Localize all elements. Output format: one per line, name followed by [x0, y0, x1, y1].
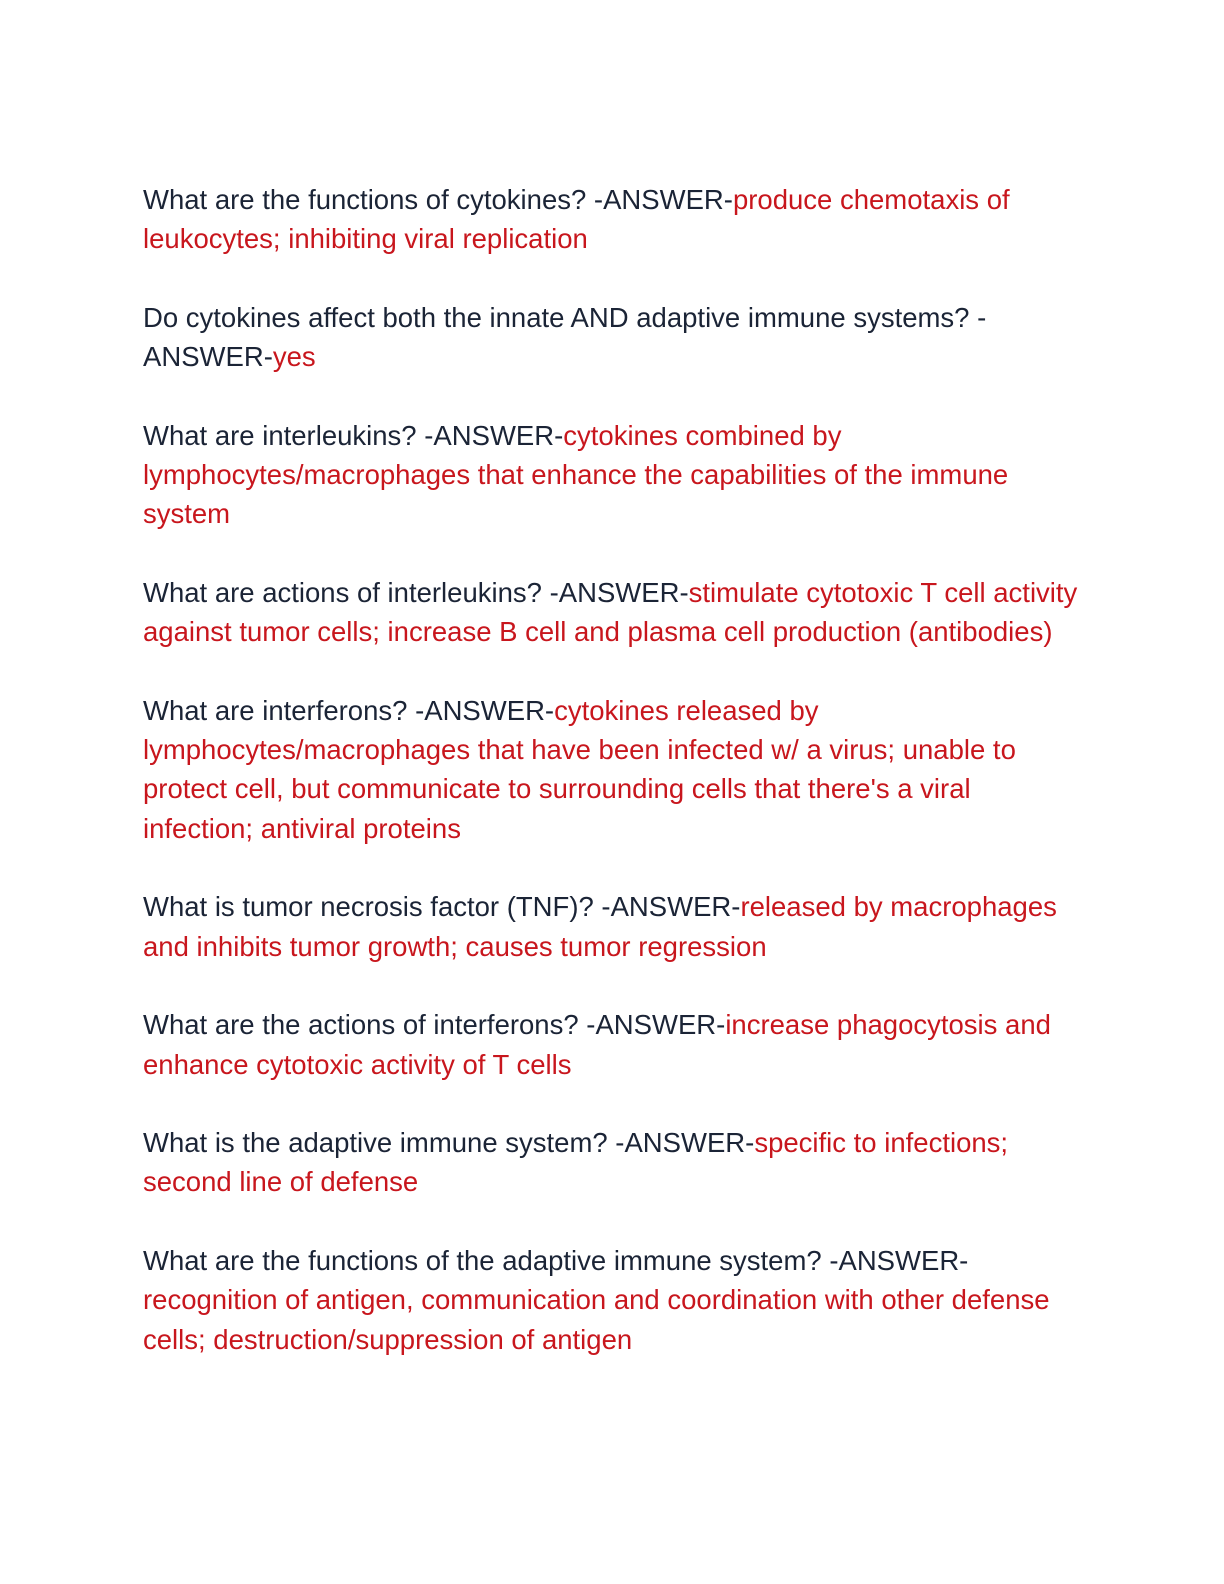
question-text: What is the adaptive immune system? -ANSWER- — [143, 1127, 755, 1159]
qa-item-7 — [143, 1005, 1078, 1084]
question-text: What is tumor necrosis factor (TNF)? -ANSWER- — [143, 891, 741, 923]
answer-text: stimulate cytotoxic T cell activity against tumor cells; increase B cell and plasma cell production (antibodies) — [143, 576, 1078, 648]
qa-item-5 — [143, 691, 1078, 848]
answer-text: yes — [272, 341, 316, 373]
qa-item-6 — [143, 887, 1078, 966]
answer-text: cytokines combined by lymphocytes/macrophages that enhance the capabilities of the immune system — [143, 419, 1009, 530]
question-text: What are interferons? -ANSWER- — [143, 694, 555, 726]
answer-text: recognition of antigen, communication and coordination with other defense cells; destruction/suppression of antigen — [143, 1284, 1050, 1355]
qa-item-4 — [143, 573, 1078, 652]
question-text: What are actions of interleukins? -ANSWER- — [143, 576, 689, 608]
qa-item-3 — [143, 416, 1078, 534]
answer-text: cytokines released by lymphocytes/macrophages that have been infected w/ a virus; unable to protect cell, but communicate to surrounding cells that there's a viral infection; antiviral proteins — [143, 694, 1016, 844]
document-page — [143, 180, 1078, 1398]
question-text: What are the actions of interferons? -ANSWER- — [143, 1009, 726, 1041]
question-text: Do cytokines affect both the innate AND adaptive immune systems? -ANSWER- — [143, 301, 987, 373]
question-text: What are the functions of cytokines? -ANSWER- — [143, 184, 733, 215]
question-text: What are the functions of the adaptive immune system? -ANSWER- — [143, 1245, 969, 1277]
answer-text: produce chemotaxis of leukocytes; inhibiting viral replication — [143, 184, 1010, 255]
qa-item-8 — [143, 1123, 1078, 1202]
answer-text: released by macrophages and inhibits tumor growth; causes tumor regression — [143, 891, 1057, 962]
qa-item-1 — [143, 180, 1078, 259]
qa-item-2 — [143, 298, 1078, 377]
answer-text: increase phagocytosis and enhance cytotoxic activity of T cells — [143, 1009, 1051, 1080]
qa-item-9 — [143, 1241, 1078, 1359]
question-text: What are interleukins? -ANSWER- — [143, 419, 564, 451]
answer-text: specific to infections; second line of defense — [143, 1127, 1009, 1198]
